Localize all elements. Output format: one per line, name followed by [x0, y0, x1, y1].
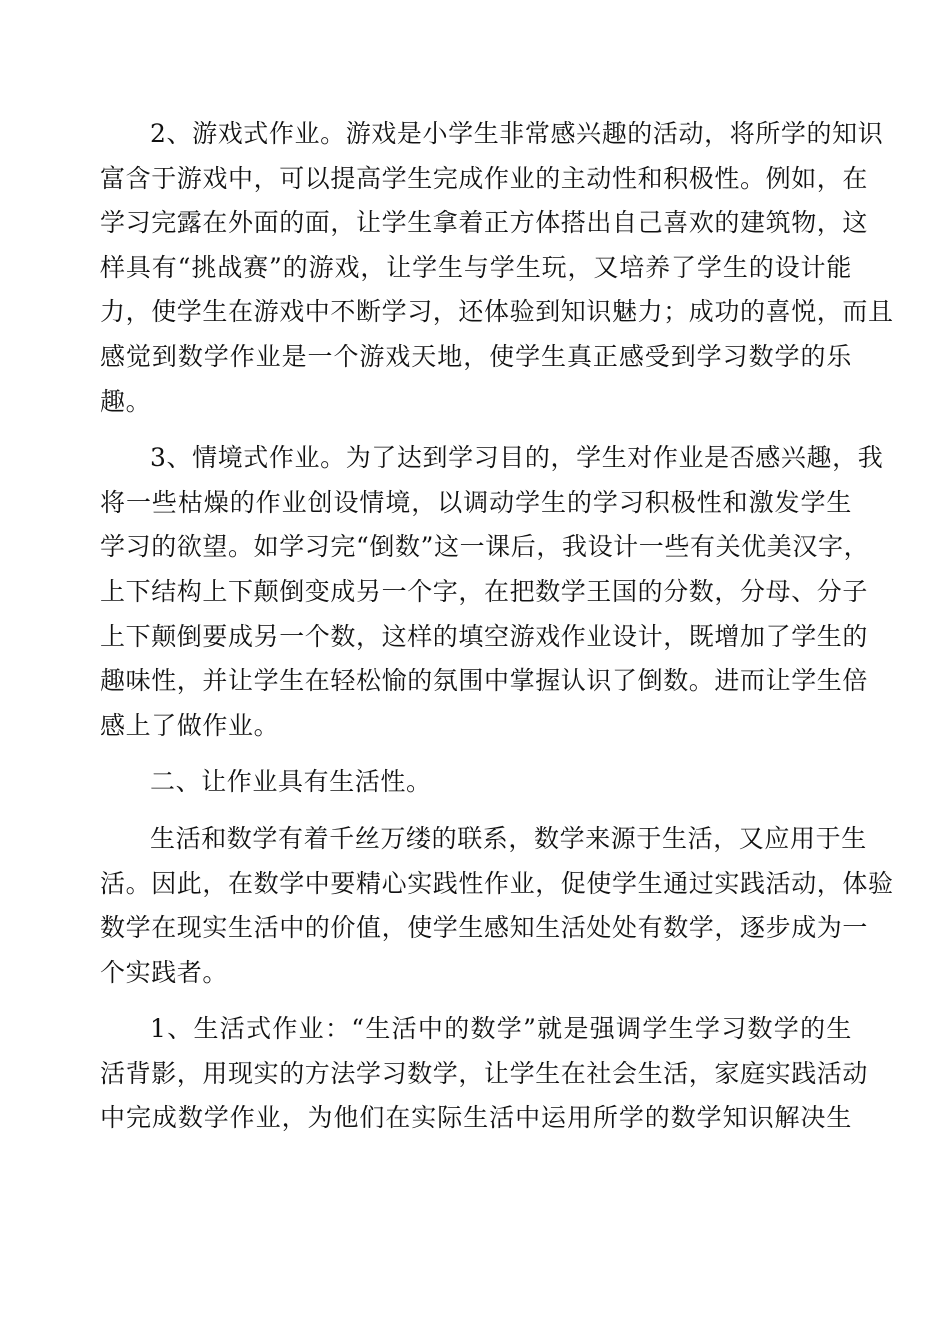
text-line: 2、游戏式作业。游戏是小学生非常感兴趣的活动，将所学的知识: [150, 119, 884, 148]
text-line: 富含于游戏中，可以提高学生完成作业的主动性和积极性。例如，在: [100, 163, 869, 193]
text-line: 将一些枯燥的作业创设情境，以调动学生的学习积极性和激发学生: [100, 487, 852, 517]
text-line: 样具有“挑战赛”的游戏，让学生与学生玩，又培养了学生的设计能: [100, 252, 852, 282]
text-line: 个实践者。: [100, 957, 229, 987]
paragraph-life-homework: [100, 1007, 869, 1141]
paragraph-life-and-math: [100, 817, 894, 995]
text-line: 数学在现实生活中的价值，使学生感知生活处处有数学，逐步成为一: [100, 913, 869, 943]
text-line: 中完成数学作业，为他们在实际生活中运用所学的数学知识解决生: [100, 1103, 852, 1133]
text-line: 趣。: [100, 386, 152, 416]
text-line: 学习的欲望。如学习完“倒数”这一课后，我设计一些有关优美汉字，: [100, 532, 870, 562]
text-line: 活。因此，在数学中要精心实践性作业，促使学生通过实践活动，体验: [100, 868, 894, 898]
text-line: 活背影，用现实的方法学习数学，让学生在社会生活，家庭实践活动: [100, 1058, 869, 1088]
text-line: 3、情境式作业。为了达到学习目的，学生对作业是否感兴趣，我: [150, 443, 884, 473]
section-heading-life: [100, 760, 852, 805]
text-line: 上下颠倒要成另一个数，这样的填空游戏作业设计，既增加了学生的: [100, 621, 869, 651]
text-line: 力，使学生在游戏中不断学习，还体验到知识魅力；成功的喜悦，而且: [100, 297, 894, 327]
paragraph-game-homework: [100, 112, 894, 424]
text-line: 趣味性，并让学生在轻松愉的氛围中掌握认识了倒数。进而让学生倍: [100, 666, 869, 696]
text-line: 感上了做作业。: [100, 710, 280, 740]
text-line: 二、让作业具有生活性。: [150, 767, 432, 797]
text-line: 上下结构上下颠倒变成另一个字，在把数学王国的分数，分母、分子: [100, 576, 869, 606]
document-body: [100, 112, 894, 1153]
text-line: 学习完露在外面的面，让学生拿着正方体搭出自己喜欢的建筑物，这: [100, 208, 869, 238]
text-line: 1、生活式作业：“生活中的数学”就是强调学生学习数学的生: [150, 1014, 852, 1044]
text-line: 生活和数学有着千丝万缕的联系，数学来源于生活，又应用于生: [150, 823, 867, 853]
paragraph-situational-homework: [100, 436, 884, 748]
text-line: 感觉到数学作业是一个游戏天地，使学生真正感受到学习数学的乐: [100, 341, 852, 371]
